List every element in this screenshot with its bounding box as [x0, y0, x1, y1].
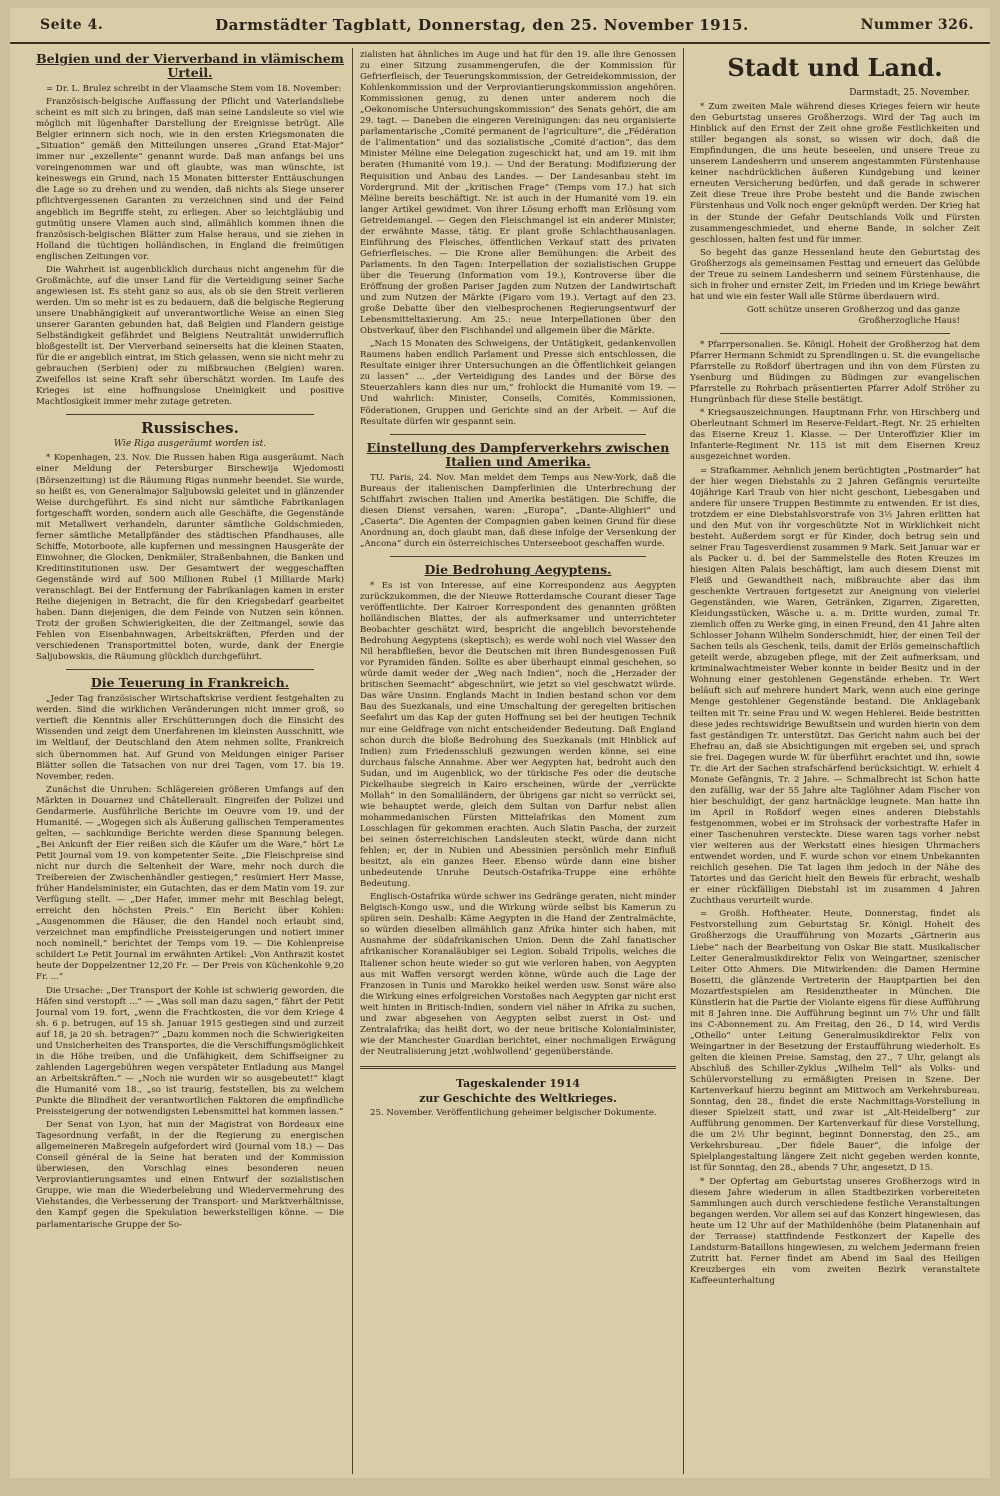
column-3 — [690, 50, 980, 1472]
article-paragraph: = Strafkammer. Aehnlich jenem berüchtigten „Postmarder“ hat der hier wegen Diebstahls zu 2 Jahren Gefängnis verurteilte 40jährige Karl Traub von hier nicht geschont, Liebesgaben und andere für unsere Truppen Bestimmte zu entwenden. Er ist dies, trotzdem er eine Diebstahlsvorstrafe von 3½ Jahren erlitten hat und den Mut von ihr vorgeschützte Not in Wirklichkeit nicht besteht. Außerdem sorgt er für Kinder, doch betrug sein und seiner Frau Tagesverdienst zusammen 9 Mark. Seit Januar war er als Packer u. d. bei der Sammelstelle des Roten Kreuzes im hiesigen Alten Palais beschäftigt, lam auch diesem Dienst mit Fleiß und Gewandtheit nach, mißbrauchte aber das ihm geschenkte Vertrauen fortgesetzt zur Aneignung von vielerlei Gegenständen, wie Waren, Getränken, Zigarren, Zigaretten, Kleidungsstücken, Wäsche u. a. m. Dritte wurden, zumal Tr. ziemlich offen zu Werke ging, in einen Freund, den 41 Jahre alten Schlosser Johann Wilhelm Sonderschmidt, hier, der einen Teil der Sachen teils als Geschenk, teils, damit der Erlös gemeinschaftlich geteilt werde, abzugeben pflege, mit der Zeit aufmerksam, und kriminalwachtmeister Weber konnte in beider Besitz und in der Wohnung einer gestohlenen Gegenstände erheben. Tr. Wert beläuft sich auf mehrere hundert Mark, wenn auch eine geringe Menge gestohlener Gegenstände bestand. Die Anklagebank teilten mit Tr. seine Frau und W. wegen Hehlerei. Beide bestritten diese jedes rechtswidrige Bewußtsein und wurden hierin von dem fast geständigen Tr. unterstützt. Das Gericht nahm auch bei der Ehefrau an, daß sie Absichtigungen mit ergeben sei, und sprach sie frei. Dagegen wurde W. für überführt erachtet und ihn, sowie Tr. die Art der Sachen strafschärfend berücksichtigt. W. erhielt 4 Monate Gefängnis, Tr. 2 Jahre. — Schmalbrecht ist Schon hatte den zufällig, war der 55 Jahre alte Taglöhner Adam Fischer von hier beschuldigt, der ganz hartnäckige leugnete. Man hatte ihn im April in Roßdorf wegen eines anderen Diebstahls festgenommen, wobei er im Strohsack der vorbestrafte Hafer in einer Taschenuhren versteckte. Diese waren tags vorher nebst vier weiteren aus der Werkstatt eines hiesigen Uhrmachers entwendet worden, und F. wurde schon vor einem Unbekannten reichlich gesehen. Die Tat lagen ihm jedoch in der Nähe des Tatortes und das Gericht hielt den Beweis für erbracht, weshalb er einer rückfälligen Diebstahl ist im zusammen 4 Jahren Zuchthaus verurteilt wurde. — [690, 465, 980, 907]
article-paragraph: * Pfarrpersonalien. Se. Königl. Hoheit der Großherzog hat dem Pfarrer Hermann Schmidt zu Sprendlingen u. St. die evangelische Pfarrstelle zu Roßdorf übertragen und ihn von dem Fürsten zu Ysenburg und Büdingen zu Büdingen zur evangelischen Pfarrstelle zu Rohrbach präsentierten Pfarrer Adolf Ströher zu Hungrünbach für diese Stelle bestätigt. — [690, 339, 980, 406]
calendar-entry: 25. November. Veröffentlichung geheimer belgischer Dokumente. — [370, 1107, 657, 1118]
article-title: Russisches. — [141, 419, 239, 438]
article-paragraph: Zunächst die Unruhen: Schlägereien größeren Umfangs auf den Märkten in Douarnez und Châtellerault. Eingreifen der Polizei und Gendarmerie. Ausführliche Berichte im Oeuvre vom 19. und der Humanité. — „Wogegen sich als Äußerung gallischen Temperamentes gelten, — sachkundige Berichte werden diese Spannung belegen. „Bei Ankunft der Eier reißen sich die Käufer um die Ware,“ hört Le Petit Journal vom 19. von kompetenter Seite. „Die Fleischpreise sind nicht nur durch die Seltenheit der Ware, mehr noch durch die Treibereien der Zwischenhändler gestiegen,“ resümiert Herr Masse, früher Handelsminister, ein Gutachten, das er dem Matin vom 19. zur Verfügung stellt. — „Der Hafer, immer mehr mit Beschlag belegt, erreicht den höchsten Preis.“ Ein Bericht über Kohlen: „Ausgenommen die Häuser, die den Handel noch erlaubt sind, verzeichnet man empfindliche Preissteigerungen und notiert immer noch nominell,“ berichtet der Temps vom 19. — Die Kohlenpreise schildert Le Petit Journal im erwähnten Artikel: „Von Anthrazit kostet heute der Doppelzentner 12,20 Fr. — Der Preis von Küchenkohle 9,20 Fr. ...“ — [36, 784, 344, 983]
article-title: Einstellung des Dampferverkehrs zwischen Italien und Amerika. — [366, 439, 670, 469]
divider — [390, 434, 646, 435]
column-divider — [683, 48, 684, 1474]
calendar-subtitle: zur Geschichte des Weltkrieges. — [419, 1091, 617, 1105]
article-title: Belgien und der Vierverband in vlämischem Urteil. — [36, 51, 344, 80]
masthead — [10, 8, 990, 44]
issue-number: Nummer 326. — [860, 17, 974, 33]
article-paragraph: * Kriegsauszeichnungen. Hauptmann Frhr. von Hirschberg und Oberleutnant Schmerl im Reserve-Feldart.-Regt. Nr. 25 erhielten das Eiserne Kreuz 1. Klasse. — Der Unteroffizier Klier im Infanterie-Regiment Nr. 115 ist mit dem Eisernen Kreuz ausgezeichnet worden. — [690, 408, 980, 463]
newspaper-page — [10, 8, 990, 1478]
column-divider — [352, 48, 353, 1474]
column-1 — [36, 50, 344, 1472]
calendar-title: Tageskalender 1914 — [456, 1076, 580, 1090]
divider — [66, 414, 314, 415]
column-2 — [360, 50, 676, 1472]
dateline: Darmstadt, 25. November. — [849, 88, 970, 98]
divider — [720, 333, 950, 334]
article-paragraph: So begeht das ganze Hessenland heute den Geburtstag des Großherzogs als gemeinsamen Festtag und erneuert das Gelübde der Treue zu seinem Landesherrn und seinem Fürstenhause, die sich in froher und ernster Zeit, im Frieden und im Kriege bewährt hat und wie ein fester Wall alle Stürme überdauern wird. — [690, 247, 980, 302]
article-paragraph: Der Senat von Lyon, hat nun der Magistrat von Bordeaux eine Tagesordnung verfaßt, in der die Regierung zu energischen allgemeineren Maßregeln aufgefordert wird (Journal vom 18.) — Das Conseil général de la Seine hat beraten und der Kommission überwiesen, den Vorschlag eines besonderen neuen Verproviantierungsamtes und einen Entwurf der sozialistischen Gruppe, wie man die Wiederbelebung und Wiedervermehrung des Viehstandes, die Verbesserung der Transport- und Marktverhältnisse, den Kampf gegen die Spekulation bewerkstelligen könne. — Die parlamentarische Gruppe der So- — [36, 1120, 344, 1230]
article-paragraph: = Dr. L. Brulez schreibt in der Vlaamsche Stem vom 18. November: — [46, 84, 342, 94]
page-number: Seite 4. — [40, 17, 104, 33]
article-title: Die Bedrohung Aegyptens. — [424, 561, 612, 577]
article-paragraph: = Großh. Hoftheater. Heute, Donnerstag, findet als Festvorstellung zum Geburtstag Sr. Königl. Hoheit des Großherzogs die Uraufführung von Mozarts „Gärtnerin aus Liebe“ nach der Bearbeitung von Oskar Bie statt. Musikalischer Leiter Generalmusikdirektor Felix von Weingartner, szenischer Leiter Otto Ahmers. Die Mitwirkenden: die Damen Hermine Bosetti, die glänzende Vertreterin der Hauptpartien bei den Mozartfestspielen am Residenztheater in München. Die Künstlerin hat die Partie der Violante eigens für diese Aufführung mit 8 Jahren inne. Die Aufführung beginnt um 7½ Uhr und fällt ins C-Abonnement zu. Am Freitag, den 26., D 14, wird Verdis „Othello“ unter Leitung Generalmusikdirektor Felix von Weingartner in der Besetzung der Erstaufführung wiederholt. Es gelten die kleinen Preise. Samstag, den 27., 7 Uhr, gelangt als Abschluß des Schiller-Zyklus „Wilhelm Tell“ als Volks- und Schülervorstellung zu ermäßigten Preisen in Szene. Der Kartenverkauf hierzu beginnt am Mittwoch am Verkehrsbureau. Sonntag, den 28., findet die erste Nachmittags-Vorstellung in dieser Spielzeit statt, und zwar ist „Alt-Heidelberg“ zur Aufführung genommen. Der Kartenverkauf für diese Vorstellung, die um 2½ Uhr beginnt, beginnt Donnerstag, den 25., am Verkehrsbureau. „Der fidele Bauer“, die infolge der Spielplangestaltung längere Zeit nicht gegeben werden konnte, ist für Sonntag, den 28., abends 7 Uhr, angesetzt, D 15. — [690, 909, 980, 1174]
article-paragraph: * Der Opfertag am Geburtstag unseres Großherzogs wird in diesem Jahre wiederum in allen Stadtbezirken vorbereiteten Sammlungen auch durch verschiedene festliche Veranstaltungen begangen werden. Vor allem sei auf das Konzert hingewiesen, das heute um 12 Uhr auf der Mathildenhöhe (beim Platanenhain auf der Terrasse) stattfindende Festkonzert der Kapelle des Landsturm-Bataillons hingewiesen, zu welchem Jedermann freien Zutritt hat. Ferner findet am Abend im Saal des Heiligen Kreuzberges ein vom zweiten Bezirk veranstaltete Kaffeeunterhaltung — [690, 1176, 980, 1286]
article-paragraph: „Jeder Tag französischer Wirtschaftskrise verdient festgehalten zu werden. Sind die wirklichen Veränderungen nicht immer groß, so vertieft die Kenntnis aller Erschütterungen doch die Einsicht des Wissenden und zeigt dem Unerfahrenen im kleinsten Ausschnitt, wie im Weltlauf, der Deutschland den Atem nehmen sollte, Frankreich sich übernommen hat. Auf Grund von Meldungen einiger Pariser Blätter sollen die Tatsachen von nur drei Tagen, vom 17. bis 19. November, reden. — [36, 694, 344, 782]
section-title: Stadt und Land. — [727, 53, 943, 82]
article-subtitle: Wie Riga ausgeräumt worden ist. — [113, 439, 267, 450]
divider — [390, 556, 646, 557]
article-paragraph: TU. Paris, 24. Nov. Man meldet dem Temps aus New-York, daß die Bureaus der italienischen Dampferlinien die Unterbrechung der Schiffahrt zwischen Italien und Amerika bestätigen. Die Schiffe, die diesen Dienst versahen, waren: „Europa“, „Dante-Alighieri“ und „Caserta“. Die Agenten der Compagnien gaben keinen Grund für diese Anordnung an, doch glaubt man, daß diese infolge der Versenkung der „Ancona“ durch ein österreichisches Unterseeboot geschaffen wurde. — [360, 472, 676, 549]
article-paragraph: zialisten hat ähnliches im Auge und hat für den 19. alle ihre Genossen zu einer Sitzung zusammengerufen, die der Kommission für Gefrierfleisch, der Teuerungskommission, der Getreidekommission, der Kohlenkommission und der Verproviantierungskommission angehören. Kommissionen genug, zu denen unter anderem noch die „Oekonomische Untersuchungskommission“ des Senats gehört, die am 29. tagt. — Daneben die eingeren Vereinigungen: das neu organisierte parlamentarische „Comité permanent de l’agriculture“, die „Fédération de l’alimentation“ und das sozialistische „Comité d’action“, das dem Minister Méline eine Delegation zugeschickt hat, und am 19. mit ihm beraten (Humanité vom 19.). — Und der Beratung: Modifizierung der Requisition und Anbau des Landes. — Der Landesanbau steht im Vordergrund. Mit der „kritischen Frage“ (Temps vom 17.) hat sich Méline bereits beschäftigt. Nr. ist auch in der Humanité vom 19. ein langer Artikel gewidmet. Von ihrer Lösung erhofft man Erlösung vom Getreidemangel. — Gegen den Fleischmangel ist ein anderer Minister, der erwähnte Masse, tätig. Er plant große Schlachthausanlagen. Einführung des Fleisches, öffentlichen Verkauf statt des privaten Gefrierfleisches. — Die Krone aller Bemühungen: die Arbeit des Parlaments. In den Tagen: Interpellation der sozialistischen Gruppe über die Teuerung (Information vom 19.), Kontroverse über die Eröffnung der großen Pariser Jagden zum Nutzen der Landwirtschaft und zum Nutzen der Märkte (Figaro vom 19.). Vertagt auf den 23. große Debatte über den vielbesprochenen Regierungsentwurf der Lebensmitteltaxierung. Am 25.: neue Interpellationen über den Obstverkauf, über den Fischhandel und allgemein über die Märkte. — [360, 50, 676, 337]
double-divider — [360, 1066, 676, 1069]
article-paragraph: „Nach 15 Monaten des Schweigens, der Untätigkeit, gedankenvollen Raumens haben endlich Parlament und Presse sich entschlossen, die Resultate einiger ihrer Untersuchungen an die Öffentlichkeit gelangen zu lassen“ ... „der Verteidigung des Landes und der Börse des Steuerzahlers kann dies nur um,“ frohlockt die Humanité vom 19. — Und wahrlich: Minister, Conseils, Comités, Kommissionen, Föderationen, Gruppen und Gerichte sind an der Arbeit. — Auf die Resultate dürfen wir gespannt sein. — [360, 339, 676, 427]
article-paragraph: * Kopenhagen, 23. Nov. Die Russen haben Riga ausgeräumt. Nach einer Meldung der Petersburger Birschewija Wjedomosti (Börsenzeitung) ist die Räumung Rigas nunmehr beendet. Sie wurde, so heißt es, von Generalmajor Saljubowski geleitet und in glänzender Weise durchgeführt. Es sind nicht nur sämtliche Fabrikanlagen fortgeschafft worden, sondern auch alle Geschäfte, die Gegenstände mit Metallwert verhandeln, darunter sämtliche Goldschmieden, ferner sämtliche Metallpfänder des städtischen Pfandhauses, alle Schiffe, Motorboote, alle kupfernen und messingnen Hausgeräte der Einwohner, die Glocken, Denkmäler, Straßenbahnen, die Banken und Kreditinstitutionen usw. Der Gesamtwert der weggeschafften Gegenstände wird auf 500 Millionen Rubel (1 Milliarde Mark) veranschlagt. Bei der Entfernung der Fabrikanlagen kamen in erster Reihe diejenigen in Betracht, die für den Kriegsbedarf gearbeitet haben. Dann diejenigen, die dem Feinde von Nutzen sein können. Trotz der großen Schwierigkeiten, die der Zeitmangel, sowie das Fehlen von Eisenbahnwagen, Arbeitskräften, Pferden und der verschiedenen Transportmittel boten, wurde, dank der Energie Saljubowskis, die Räumung glücklich durchgeführt. — [36, 453, 344, 663]
article-paragraph: * Es ist von Interesse, auf eine Korrespondenz aus Aegypten zurückzukommen, die der Nieuwe Rotterdamsche Courant dieser Tage veröffentlichte. Der Kairoer Korrespondent des genannten größten holländischen Blattes, der als aufmerksamer und unterrichteter Beobachter geschätzt wird, bespricht die angeblich bevorstehende Bedrohung Aegyptens (skeptisch); es werde wohl noch viel Wasser den Nil herabfließen, bevor die Deutschen mit ihren Bundesgenossen Fuß vor Pyramiden fänden. Sollte es aber überhaupt einmal geschehen, so würde damit weder der „Weg nach Indien“, noch die „Herzader der britischen Seemacht“ abgeschnürt, wie jetzt so viel geschwatzt würde. Das wäre Unsinn. Englands Macht in Indien bestand schon vor dem Bau des Suezkanals, und eine Umschaltung der geregelten britischen Seefahrt um das Kap der guten Hoffnung sei bei der heutigen Technik nur eine Geldfrage von nicht entscheidender Bedeutung. Daß England schon durch die bloße Bedrohung des Suezkanals (mit Hinblick auf Indien) zum Friedensschluß gezwungen werden könne, sei eine durchaus falsche Annahme. Aber wer Aegypten hat, bedroht auch den Sudan, und im Augenblick, wo der türkische Fes oder die deutsche Pickelhaube siegreich in Kairo erscheinen, würde der „verrückte Mollah“ in den Somaliländern, der übrigens gar nicht so verrückt sei, wie behauptet werde, gleich dem Sultan von Darfur nebst allen mohammedanischen Fürsten Mittelafrikas den Moment zum Losschlagen für gekommen erachten. Auch Slatin Pascha, der zurzeit bei seinen österreichischen Landsleuten steckt, würde dann nicht fehlen; er, der in Nubien und Abessinien persönlich mehr Einfluß besitzt, als ein ganzes Heer. Ebenso würde dann eine bisher unbedeutende Unruhe Deutsch-Ostafrika-Truppe eine erhöhte Bedeutung. — [360, 580, 676, 890]
article-paragraph: Die Wahrheit ist augenblicklich durchaus nicht angenehm für die Großmächte, auf die unser Land für die Verteidigung seiner Sache angewiesen ist. Es steht ganz so aus, als ob sie den Streit verlieren werden. Um so mehr ist es zu bedauern, daß die belgische Regierung unsere Unabhängigkeit auf unverantwortliche Weise an einen Sieg unserer Garanten gebunden hat, daß Belgien und Flandern geistige Selbständigkeit gefährdet und Belgiens Neutralität unwiderruflich bloßgestellt ist. Der Vierverband seinerseits hat die kleinen Staaten, für die er angeblich eintrat, im Stich gelassen, wenn sie nicht mehr zu gebrauchen (Serbien) oder zu mißbrauchen (Belgien) waren. Zweifellos ist seine Kraft sehr überschätzt worden. Im Laufe des Krieges ist eine hoffnungslose Uneinigkeit und positive Machtlosigkeit immer mehr zutage getreten. — [36, 264, 344, 408]
article-title: Die Teuerung in Frankreich. — [90, 675, 290, 691]
article-paragraph: Englisch-Ostafrika würde schwer ins Gedränge geraten, nicht minder Belgisch-Kongo usw., und die Wirkung würde selbst bis Kamerun zu spüren sein. Deshalb: Käme Aegypten in die Hand der Zentralmächte, so würden dieselben allmählich ganz Afrika hinter sich haben, mit Ausnahme der südafrikanischen Union. Denn die Zahl fanatischer afrikanischer Koranaläubiger sei Legion. Sobald Tripolis, welches die Italiener schon heute wieder so gut wie verloren haben, von Aegypten aus mit Waffen versorgt werden könne, würde auch die Lage der Franzosen in Tunis und Marokko heikel werden usw. Sonst wäre also die Wirkung eines erfolgreichen Vorstoßes nach Aegypten gar nicht erst weit hinten in Britisch-Indien, sondern viel näher in Afrika zu suchen, und zwar abgesehen von Aegypten selbst zuerst in Ost- und Zentralafrika; das heißt dort, wo der neue britische Kolonialminister, wie der Manchester Guardian berichtet, einer nochmaligen Erwägung der Neutralisierung jetzt ‚wohlwollend‘ gegenüberstände. — [360, 892, 676, 1057]
article-paragraph: Französisch-belgische Auffassung der Pflicht und Vaterlandsliebe scheint es mit sich zu bringen, daß man seine Landsleute so viel wie möglich mit lügenhafter Darstellung der Ereignisse betrügt. Alle Belgier erinnern sich noch, wie in den ersten Kriegsmonaten die „Situation“ gemäß den Mitteilungen unseres „Grand Etat-Major“ immer nur „exzellente“ genannt wurde. Daß man anfangs bei uns voreingenommen war und oft glaubte, was man wünschte, ist keineswegs ein Grund, nach 15 Monaten bitterster Enttäuschungen die Lage so zu drehen und zu wenden, daß nichts als Siege unserer pflichtvergessenen Garanten zu verzeichnen sind und der Feind angeblich im Begriffe steht, zu erliegen. Aber so leichtgläubig und gutmütig unsere Vlamen auch sind, allmählich kommen ihnen die französisch-belgischen Blätter zum Halse heraus, und sie ziehen in Holland die tüchtigen holländischen, in England die freimütigen englischen Zeitungen vor. — [36, 97, 344, 262]
article-paragraph: * Zum zweiten Male während dieses Krieges feiern wir heute den Geburtstag unseres Großherzogs. Wird der Tag auch im Hinblick auf den Ernst der Zeit ohne große Festlichkeiten und stiller begangen als sonst, so wissen wir doch, daß die Empfindungen, die uns heute beseelen, und unsere Treue zu unserem Landesherrn und unserem angestammten Fürstenhause keiner nachdrücklichen äußeren Kundgebung und keiner erneuten Versicherung bedürfen, und daß gerade in schwerer Zeit diese Treue ihre Probe besteht und die Bande zwischen Fürstenhaus und Volk noch enger geknüpft werden. Der Krieg hat in der Stunde der Gefahr Deutschlands Volk und Fürsten zusammengeschmiedet, und eherne Bande, in solcher Zeit geschlossen, halten fest und für immer. — [690, 102, 980, 245]
article-paragraph: Die Ursache: „Der Transport der Kohle ist schwierig geworden, die Häfen sind verstopft ...“ — „Was soll man dazu sagen,“ fährt der Petit Journal vom 19. fort, „wenn die Frachtkosten, die vor dem Kriege 4 sh. 6 p. betrugen, auf 15 sh. Januar 1915 gestiegen sind und zurzeit auf 18, ja 20 sh. betragen?“ „Dazu kommen noch die Schwierigkeiten und Unsicherheiten des Transportes, die die Verschiffungsmöglichkeit in die Höhe treiben, und die Unfähigkeit, dem Schiffseigner zu zahlenden Lagergebühren wegen verspäteter Entladung aus Mangel an Arbeitskräften.“ — „Noch nie wurden wir so ausgebeutet!“ klagt die Humanité vom 18., „so ist traurig, feststellen, bis zu welchem Punkte die Blindheit der verantwortlichen Faktoren die empfindliche Preissteigerung der notwendigsten Lebensmittel hat kommen lassen.“ — [36, 985, 344, 1118]
article-paragraph: Gott schütze unseren Großherzog und das ganze Großherzogliche Haus! — [746, 304, 960, 326]
newspaper-title: Darmstädter Tagblatt, Donnerstag, den 25. November 1915. — [215, 16, 749, 34]
divider — [66, 669, 314, 670]
